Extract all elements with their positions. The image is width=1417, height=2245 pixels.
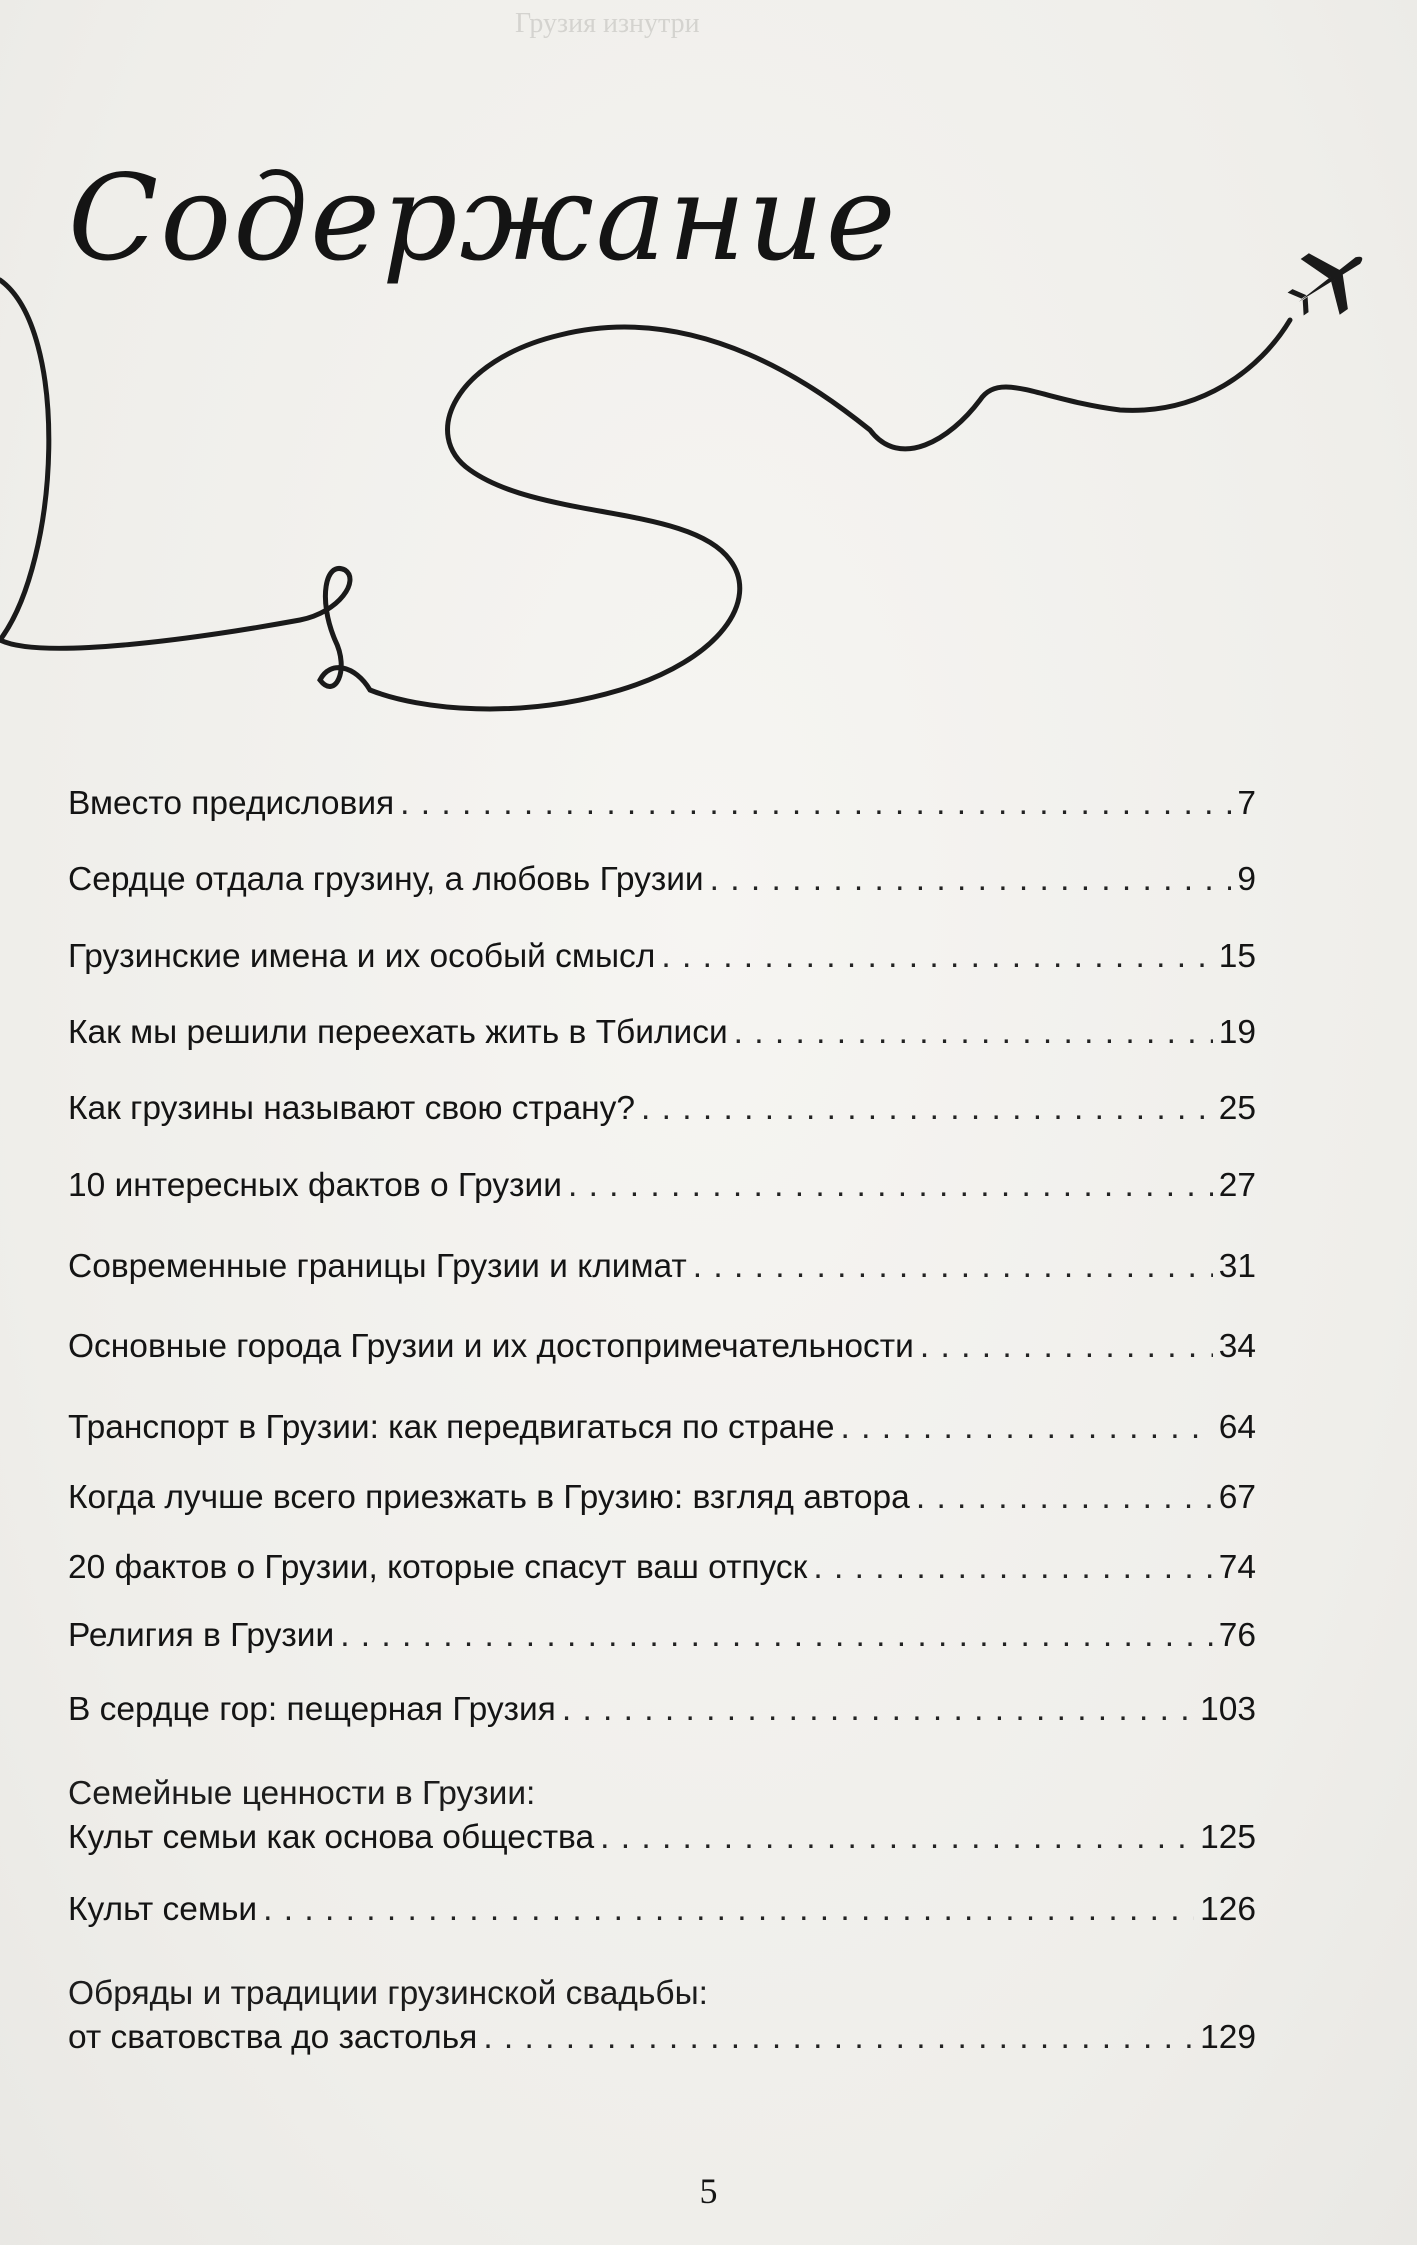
toc-entry-line — [68, 1245, 1256, 1289]
toc-entry — [68, 935, 1256, 979]
toc-dot-leader — [641, 1087, 1213, 1131]
toc-entry-page: 15 — [1218, 938, 1256, 975]
toc-entry-title: 20 фактов о Грузии, которые спасут ваш отпуск — [68, 1549, 808, 1586]
toc-entry — [68, 1087, 1256, 1131]
toc-entry-title: 10 интересных фактов о Грузии — [68, 1167, 562, 1204]
toc-dot-leader — [568, 1164, 1213, 1208]
toc-entry — [68, 1406, 1256, 1450]
toc-dot-leader — [263, 1888, 1194, 1932]
toc-entry — [68, 1245, 1256, 1289]
toc-entry-heading: Обряды и традиции грузинской свадьбы: — [68, 1975, 708, 2012]
toc-dot-leader — [562, 1688, 1194, 1732]
toc-entry — [68, 858, 1256, 902]
toc-entry-page: 7 — [1237, 785, 1256, 822]
toc-entry — [68, 1325, 1256, 1369]
toc-entry-line — [68, 1476, 1256, 1520]
toc-entry — [68, 1011, 1256, 1055]
toc-entry-page: 64 — [1218, 1409, 1256, 1446]
toc-entry-page: 19 — [1218, 1014, 1256, 1051]
toc-entry-page: 76 — [1218, 1617, 1256, 1654]
toc-entry-page: 126 — [1200, 1891, 1256, 1928]
toc-entry-page: 103 — [1200, 1691, 1256, 1728]
toc-dot-leader — [916, 1476, 1213, 1520]
toc-entry-page: 27 — [1218, 1167, 1256, 1204]
toc-entry-title: Как грузины называют свою страну? — [68, 1090, 636, 1127]
toc-entry-heading: Семейные ценности в Грузии: — [68, 1775, 536, 1812]
toc-entry-line — [68, 1011, 1256, 1055]
toc-entry-line — [68, 858, 1256, 902]
toc-dot-leader — [734, 1011, 1213, 1055]
toc-entry-title: Как мы решили переехать жить в Тбилиси — [68, 1014, 728, 1051]
toc-entry — [68, 1546, 1256, 1590]
toc-entry-line — [68, 1406, 1256, 1450]
toc-dot-leader — [600, 1816, 1194, 1860]
toc-entry-title: Религия в Грузии — [68, 1617, 335, 1654]
toc-entry-line — [68, 1087, 1256, 1131]
toc-dot-leader — [840, 1406, 1212, 1450]
toc-entry-page: 34 — [1218, 1328, 1256, 1365]
toc-dot-leader — [661, 935, 1212, 979]
toc-entry-title: Культ семьи как основа общества — [68, 1819, 595, 1856]
toc-entry-title: Грузинские имена и их особый смысл — [68, 938, 656, 975]
toc-entry — [68, 1614, 1256, 1658]
toc-dot-leader — [693, 1245, 1213, 1289]
toc-entry-title: Когда лучше всего приезжать в Грузию: взгляд автора — [68, 1479, 910, 1516]
toc-entry-page: 74 — [1218, 1549, 1256, 1586]
toc-entry-title: от сватовства до застолья — [68, 2019, 478, 2056]
toc-entry — [68, 1688, 1256, 1732]
toc-entry-page: 25 — [1218, 1090, 1256, 1127]
toc-entry — [68, 1476, 1256, 1520]
page-title: Содержание — [68, 149, 898, 288]
toc-entry-page: 129 — [1200, 2019, 1256, 2056]
toc-entry-line — [68, 1546, 1256, 1590]
toc-dot-leader — [710, 858, 1232, 902]
toc-entry-title: Современные границы Грузии и климат — [68, 1248, 687, 1285]
toc-entry — [68, 1772, 1256, 1860]
table-of-contents — [68, 782, 1256, 2060]
toc-entry — [68, 1972, 1256, 2060]
flight-path-line — [0, 280, 1290, 709]
toc-entry-page: 67 — [1218, 1479, 1256, 1516]
toc-entry-page: 125 — [1200, 1819, 1256, 1856]
toc-entry-title: Основные города Грузии и их достопримечательности — [68, 1328, 914, 1365]
toc-entry-page: 31 — [1218, 1248, 1256, 1285]
show-through-header: Грузия изнутри — [515, 8, 700, 39]
airplane-icon — [1276, 230, 1381, 332]
toc-entry-line — [68, 1614, 1256, 1658]
toc-entry-title: В сердце гор: пещерная Грузия — [68, 1691, 556, 1728]
toc-entry-title: Сердце отдала грузину, а любовь Грузии — [68, 861, 704, 898]
toc-entry-page: 9 — [1237, 861, 1256, 898]
toc-entry-line — [68, 1325, 1256, 1369]
toc-dot-leader — [340, 1614, 1213, 1658]
toc-dot-leader — [400, 782, 1231, 826]
toc-entry-title: Вместо предисловия — [68, 785, 395, 822]
toc-entry-line — [68, 2016, 1256, 2060]
toc-entry — [68, 1164, 1256, 1208]
toc-entry-line — [68, 1164, 1256, 1208]
toc-entry-line — [68, 935, 1256, 979]
toc-entry-line — [68, 1888, 1256, 1932]
toc-entry-title: Транспорт в Грузии: как передвигаться по стране — [68, 1409, 835, 1446]
toc-entry-line — [68, 782, 1256, 826]
toc-entry-line — [68, 1688, 1256, 1732]
toc-entry-line — [68, 1816, 1256, 1860]
toc-entry — [68, 1888, 1256, 1932]
toc-dot-leader — [813, 1546, 1212, 1590]
toc-dot-leader — [920, 1325, 1213, 1369]
toc-dot-leader — [483, 2016, 1194, 2060]
toc-entry-title: Культ семьи — [68, 1891, 258, 1928]
flight-path-decoration — [0, 0, 1417, 760]
toc-entry — [68, 782, 1256, 826]
page-number: 5 — [699, 2171, 718, 2211]
